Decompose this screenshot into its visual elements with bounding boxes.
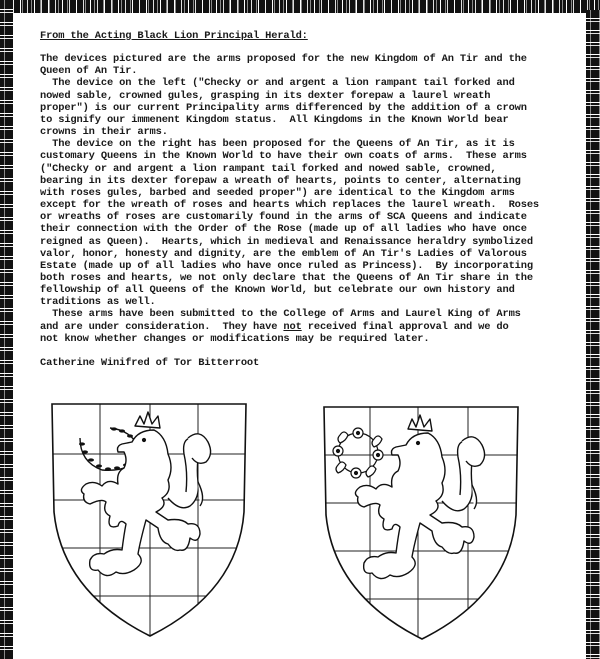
paragraph-intro (40, 53, 580, 77)
text-line: The devices pictured are the arms proposed for the new Kingdom of An Tir and the (40, 53, 527, 66)
letter-body (40, 30, 580, 369)
text-line: or wreaths of roses are customarily found in the arms of SCA Queens and indicate (40, 211, 527, 224)
text-line: with roses gules, barbed and seeded proper") are identical to the Kingdom arms (40, 186, 515, 199)
text-line (40, 321, 580, 333)
kingdom-arms-illustration (50, 402, 250, 640)
letter-heading: From the Acting Black Lion Principal Herald: (40, 30, 308, 42)
text-line: nowed sable, crowned gules, grasping in its dexter forepaw a laurel wreath (40, 89, 491, 102)
text-line: fellowship of all Queens of the Known World, but celebrate our own history and (40, 284, 515, 297)
rose-heart-wreath-icon (333, 428, 383, 478)
signature: Catherine Winifred of Tor Bitterroot (40, 356, 260, 369)
text-span: These arms have been submitted to the College of Arms and Laurel King of Arms (40, 308, 521, 321)
text-span: and are under consideration. They have (40, 320, 284, 333)
text-line: customary Queens in the Known World to have their own coats of arms. These arms (40, 150, 527, 163)
text-span: received final approval and we do (301, 320, 509, 333)
paragraph-kingdom-device (40, 77, 580, 138)
text-span: not know whether changes or modifications may be required later. (40, 332, 430, 345)
decorative-border-left (0, 0, 13, 659)
text-line: their connection with the Order of the Rose (made up of all ladies who have once (40, 223, 527, 236)
text-line: valor, honor, honesty and dignity, are the emblem of An Tir's Ladies of Valorous (40, 247, 527, 260)
lion-rampant-icon (81, 412, 210, 576)
queen-shield-svg (322, 405, 522, 643)
crown-icon (135, 412, 160, 428)
text-line (40, 308, 580, 320)
text-line: traditions as well. (40, 296, 156, 309)
text-line: both roses and hearts, we not only declare that the Queens of An Tir share in the (40, 271, 533, 284)
paragraph-queen-device (40, 138, 580, 308)
text-line: bearing in its dexter forepaw a wreath of hearts, points to center, alternating (40, 174, 521, 187)
text-line: Estate (made up of all ladies who have once ruled as Princess). By incorporating (40, 259, 533, 272)
decorative-border-right (586, 10, 600, 659)
text-line: The device on the right has been proposed for the Queens of An Tir, as it is (40, 138, 515, 151)
queen-arms-illustration (322, 405, 522, 643)
text-line: ("Checky or and argent a lion rampant tail forked and nowed sable, crowned, (40, 162, 497, 175)
decorative-border-top (0, 0, 600, 13)
text-line: proper") is our current Principality arms differenced by the addition of a crown (40, 101, 527, 114)
text-line: The device on the left ("Checky or and argent a lion rampant tail forked and (40, 77, 515, 90)
paragraph-submission-status (40, 308, 580, 344)
text-line: to signify our immenent Kingdom status. All Kingdoms in the Known World bear (40, 113, 509, 126)
text-line: reigned as Queen). Hearts, which in medieval and Renaissance heraldry symbolized (40, 235, 533, 248)
text-line (40, 333, 580, 345)
kingdom-shield-svg (50, 402, 250, 640)
emphasis-not: not (283, 320, 302, 333)
crown-icon (408, 415, 432, 431)
text-line: crowns in their arms. (40, 126, 168, 139)
text-line: except for the wreath of roses and hearts which replaces the laurel wreath. Roses (40, 199, 540, 212)
text-line: Queen of An Tir. (40, 65, 138, 78)
